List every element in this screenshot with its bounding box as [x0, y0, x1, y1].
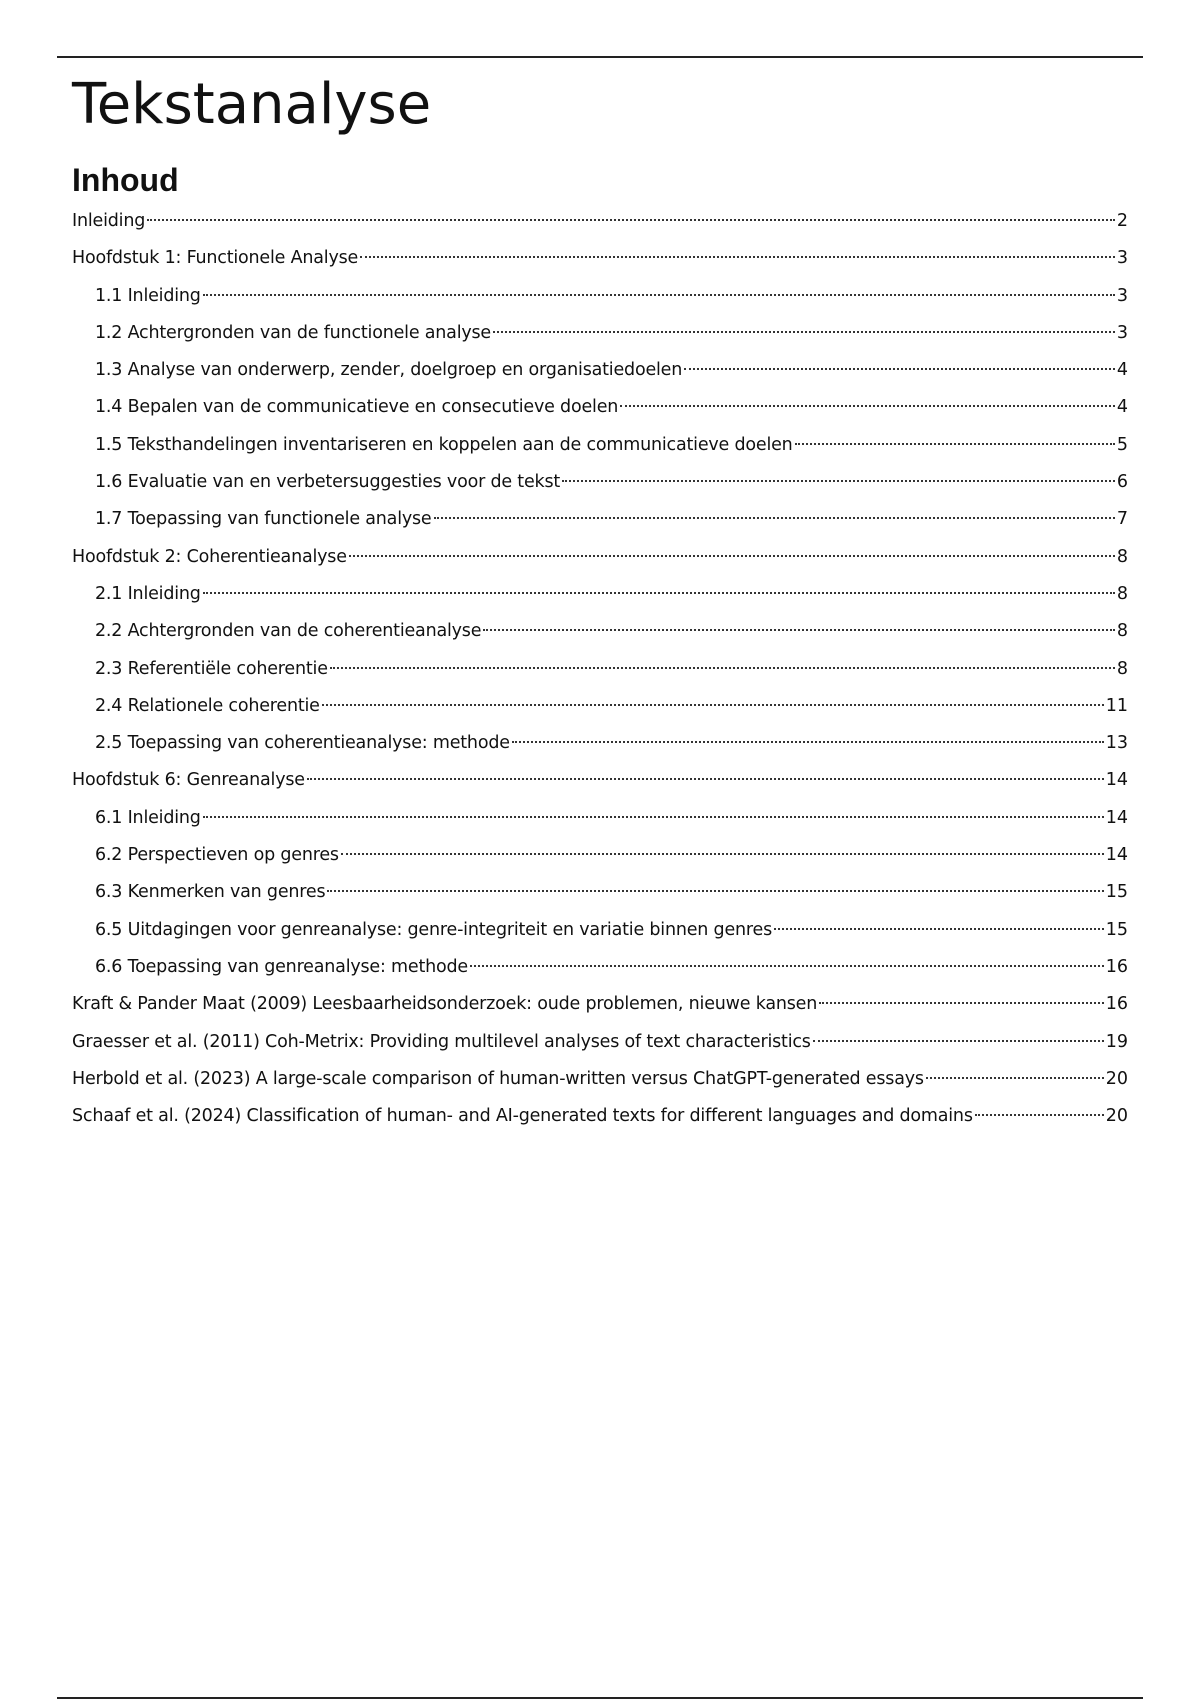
toc-entry[interactable] — [72, 470, 1128, 507]
toc-entry-title: 2.3 Referentiële coherentie — [95, 658, 328, 679]
toc-entry[interactable] — [72, 1030, 1128, 1067]
toc-entry-page-number: 8 — [1116, 658, 1128, 679]
dot-leader — [819, 1002, 1104, 1004]
dot-leader — [360, 256, 1115, 258]
toc-entry-title: 1.2 Achtergronden van de functionele analyse — [95, 322, 491, 343]
toc-heading: Inhoud — [72, 162, 179, 198]
toc-entry[interactable] — [72, 657, 1128, 694]
toc-entry-page-number: 16 — [1105, 994, 1128, 1015]
toc-entry-title: 2.5 Toepassing van coherentieanalyse: methode — [95, 733, 510, 754]
toc-entry-page-number: 3 — [1116, 285, 1128, 306]
toc-entry-page-number: 19 — [1105, 1031, 1128, 1052]
toc-entry[interactable] — [72, 694, 1128, 731]
toc-entry[interactable] — [72, 918, 1128, 955]
dot-leader — [147, 219, 1115, 221]
dot-leader — [327, 890, 1103, 892]
dot-leader — [774, 928, 1104, 930]
toc-entry-page-number: 14 — [1105, 770, 1128, 791]
toc-entry[interactable] — [72, 284, 1128, 321]
dot-leader — [203, 816, 1104, 818]
toc-entry[interactable] — [72, 1104, 1128, 1141]
dot-leader — [975, 1114, 1104, 1116]
toc-entry-page-number: 8 — [1116, 546, 1128, 567]
toc-entry[interactable] — [72, 582, 1128, 619]
dot-leader — [620, 405, 1115, 407]
dot-leader — [562, 480, 1115, 482]
dot-leader — [330, 667, 1115, 669]
toc-entry-page-number: 4 — [1116, 397, 1128, 418]
dot-leader — [684, 368, 1115, 370]
toc-entry-title: Herbold et al. (2023) A large-scale comparison of human-written versus ChatGPT-generated essays — [72, 1068, 924, 1089]
toc-entry-page-number: 20 — [1105, 1068, 1128, 1089]
dot-leader — [813, 1040, 1104, 1042]
toc-entry[interactable] — [72, 321, 1128, 358]
toc-entry-title: Hoofdstuk 1: Functionele Analyse — [72, 248, 359, 269]
table-of-contents — [72, 209, 1128, 1141]
toc-entry-title: Hoofdstuk 2: Coherentieanalyse — [72, 546, 347, 567]
toc-entry-page-number: 4 — [1116, 360, 1128, 381]
toc-entry[interactable] — [72, 731, 1128, 768]
toc-entry-title: 6.6 Toepassing van genreanalyse: methode — [95, 956, 469, 977]
dot-leader — [307, 778, 1104, 780]
dot-leader — [470, 965, 1104, 967]
toc-entry-page-number: 15 — [1105, 882, 1128, 903]
toc-entry-title: 1.5 Teksthandelingen inventariseren en koppelen aan de communicatieve doelen — [95, 434, 793, 455]
dot-leader — [926, 1077, 1104, 1079]
toc-entry-title: 1.6 Evaluatie van en verbetersuggesties voor de tekst — [95, 472, 561, 493]
dot-leader — [483, 629, 1115, 631]
toc-entry-page-number: 7 — [1116, 509, 1128, 530]
dot-leader — [795, 443, 1115, 445]
dot-leader — [322, 704, 1104, 706]
toc-entry-page-number: 14 — [1105, 845, 1128, 866]
toc-entry-title: 1.7 Toepassing van functionele analyse — [95, 509, 432, 530]
toc-entry[interactable] — [72, 395, 1128, 432]
toc-entry-title: 6.1 Inleiding — [95, 807, 201, 828]
toc-entry-page-number: 14 — [1105, 807, 1128, 828]
toc-entry-page-number: 5 — [1116, 434, 1128, 455]
toc-entry[interactable] — [72, 507, 1128, 544]
toc-entry[interactable] — [72, 1067, 1128, 1104]
toc-entry-title: 6.3 Kenmerken van genres — [95, 882, 326, 903]
toc-entry-title: 1.4 Bepalen van de communicatieve en consecutieve doelen — [95, 397, 619, 418]
toc-entry-title: Graesser et al. (2011) Coh-Metrix: Providing multilevel analyses of text characteristics — [72, 1031, 811, 1052]
toc-entry-page-number: 8 — [1116, 621, 1128, 642]
toc-entry-page-number: 15 — [1105, 919, 1128, 940]
toc-entry-title: 1.3 Analyse van onderwerp, zender, doelgroep en organisatiedoelen — [95, 360, 683, 381]
dot-leader — [493, 331, 1115, 333]
toc-entry[interactable] — [72, 768, 1128, 805]
toc-entry-title: 6.2 Perspectieven op genres — [95, 845, 339, 866]
toc-entry[interactable] — [72, 806, 1128, 843]
toc-entry[interactable] — [72, 433, 1128, 470]
toc-entry-title: Schaaf et al. (2024) Classification of human- and AI-generated texts for different languages and domains — [72, 1106, 973, 1127]
toc-entry-title: 2.2 Achtergronden van de coherentieanalyse — [95, 621, 482, 642]
toc-entry-title: Inleiding — [72, 211, 146, 231]
toc-entry-page-number: 20 — [1105, 1106, 1128, 1127]
dot-leader — [434, 517, 1115, 519]
toc-entry[interactable] — [72, 545, 1128, 582]
toc-entry[interactable] — [72, 619, 1128, 656]
toc-entry-page-number: 3 — [1116, 322, 1128, 343]
toc-entry[interactable] — [72, 843, 1128, 880]
document-title: Tekstanalyse — [72, 72, 432, 137]
toc-entry-title: 2.1 Inleiding — [95, 583, 201, 604]
toc-entry-title: Hoofdstuk 6: Genreanalyse — [72, 770, 305, 791]
toc-entry[interactable] — [72, 209, 1128, 246]
toc-entry-page-number: 11 — [1105, 695, 1128, 716]
dot-leader — [203, 294, 1115, 296]
toc-entry[interactable] — [72, 246, 1128, 283]
toc-entry-page-number: 6 — [1116, 472, 1128, 493]
toc-entry[interactable] — [72, 992, 1128, 1029]
toc-entry[interactable] — [72, 358, 1128, 395]
bottom-rule — [57, 1697, 1143, 1699]
toc-entry-page-number: 13 — [1105, 733, 1128, 754]
top-rule — [57, 56, 1143, 58]
dot-leader — [203, 592, 1115, 594]
toc-entry-title: 1.1 Inleiding — [95, 285, 201, 306]
toc-entry-title: Kraft & Pander Maat (2009) Leesbaarheidsonderzoek: oude problemen, nieuwe kansen — [72, 994, 818, 1015]
toc-entry[interactable] — [72, 955, 1128, 992]
dot-leader — [341, 853, 1104, 855]
toc-entry-title: 2.4 Relationele coherentie — [95, 695, 320, 716]
toc-entry-title: 6.5 Uitdagingen voor genreanalyse: genre-integriteit en variatie binnen genres — [95, 919, 773, 940]
toc-entry[interactable] — [72, 880, 1128, 917]
toc-entry-page-number: 8 — [1116, 583, 1128, 604]
toc-entry-page-number: 16 — [1105, 956, 1128, 977]
toc-entry-page-number: 2 — [1116, 211, 1128, 231]
toc-entry-page-number: 3 — [1116, 248, 1128, 269]
dot-leader — [512, 741, 1104, 743]
dot-leader — [349, 555, 1115, 557]
